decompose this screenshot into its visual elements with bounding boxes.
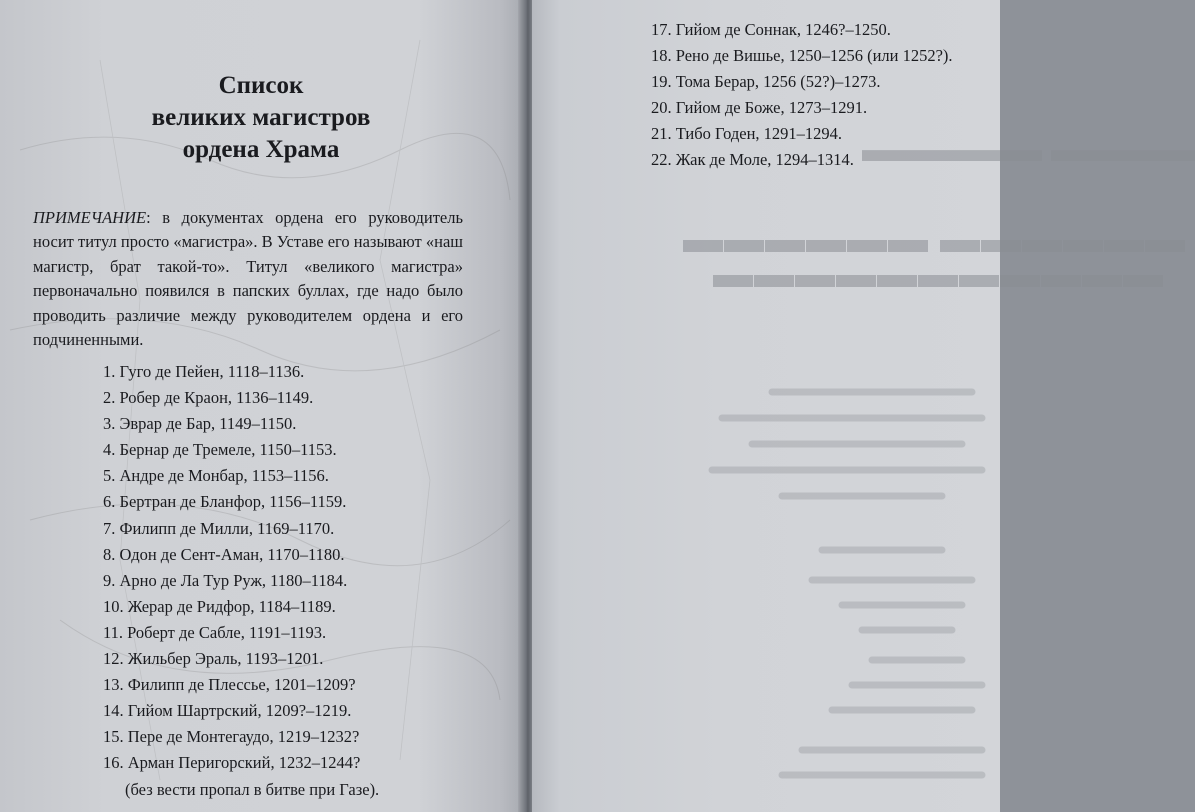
list-item: 11. Роберт де Сабле, 1191–1193. [103,622,327,642]
list-item: 10. Жерар де Ридфор, 1184–1189. [103,596,336,616]
list-item: 9. Арно де Ла Тур Руж, 1180–1184. [103,570,348,590]
note-paragraph [33,206,463,352]
list-item: 12. Жильбер Эраль, 1193–1201. [103,649,324,669]
grand-masters-list-part-2 [651,17,991,174]
note-text: : в документах ордена его руководитель носит титул просто «магистра». В Уставе его называют «наш магистр, брат такой-то». Титул «великого магистра» первоначально появился в папских буллах, где надо было проводить различие между руководителем ордена и его подчиненными. [33,208,463,350]
show-through-text-decoration: ▬▬▬▬▬▬▬▬▬▬▬ [712,251,1163,296]
list-item: 16. Арман Перигорский, 1232–1244? [103,753,361,773]
note-label: ПРИМЕЧАНИЕ [33,208,147,227]
list-item: 2. Робер де Краон, 1136–1149. [103,388,314,408]
list-item: 1. Гуго де Пейен, 1118–1136. [103,362,305,381]
list-item: 13. Филипп де Плессье, 1201–1209? [103,675,356,695]
list-item: 5. Андре де Монбар, 1153–1156. [103,466,329,486]
list-item: 14. Гийом Шартрский, 1209?–1219. [103,701,352,721]
list-item-continuation: (без вести пропал в битве при Газе). [125,779,380,799]
list-item: 8. Одон де Сент-Аман, 1170–1180. [103,544,345,564]
show-through-text-decoration: ▬▬▬▬▬▬ ▬▬▬▬▬▬ [682,216,1185,261]
list-item: 19. Тома Берар, 1256 (52?)–1273. [651,72,881,92]
list-item: 15. Пере де Монтегаудо, 1219–1232? [103,727,360,747]
list-title [0,70,522,166]
title-line-2: великих магистров [151,104,371,131]
list-item: 4. Бернар де Тремеле, 1150–1153. [103,440,337,460]
show-through-imprint-decoration [712,380,1002,800]
list-item: 18. Рено де Вишье, 1250–1256 (или 1252?). [651,46,953,66]
show-through-text-decoration: ▬▬▬▬ ▬▬▬▬▬ [862,129,1195,169]
title-line-1: Список [218,72,304,99]
title-line-3: ордена Храма [182,136,340,163]
left-page [0,0,522,812]
grand-masters-list-part-1 [103,359,503,803]
list-item: 6. Бертран де Бланфор, 1156–1159. [103,492,347,512]
list-item: 20. Гийом де Боже, 1273–1291. [651,98,868,118]
list-item: 22. Жак де Моле, 1294–1314. [651,150,854,170]
list-item: 21. Тибо Годен, 1291–1294. [651,124,843,144]
list-item: 3. Эврар де Бар, 1149–1150. [103,414,297,434]
list-item: 7. Филипп де Милли, 1169–1170. [103,518,335,538]
list-item: 17. Гийом де Соннак, 1246?–1250. [651,20,891,39]
